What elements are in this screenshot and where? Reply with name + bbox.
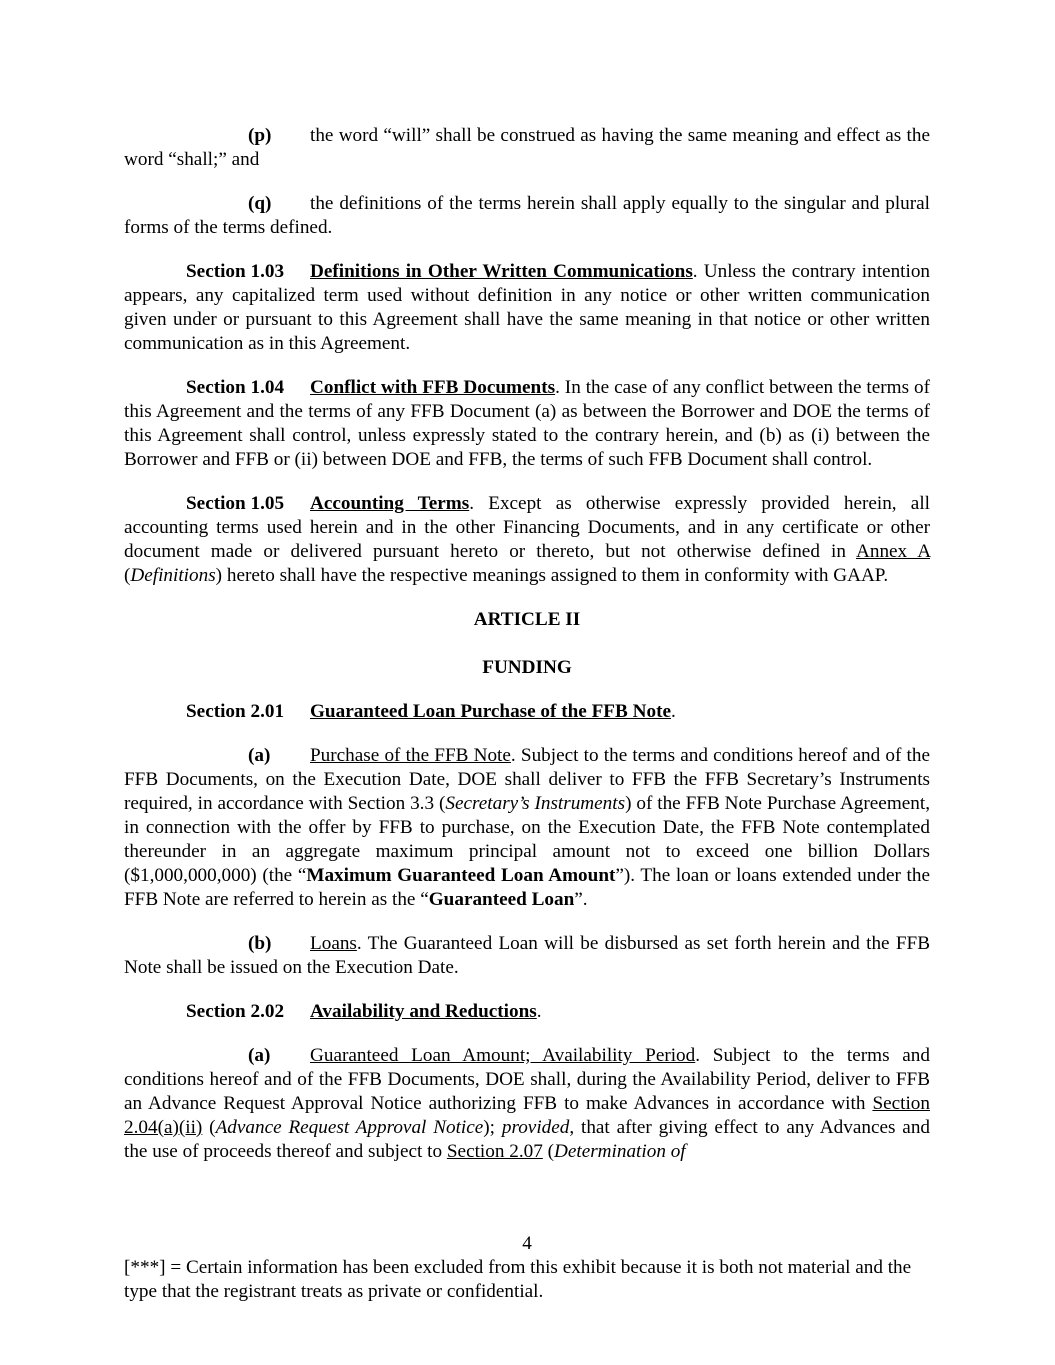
section-1-03 [124,260,930,356]
page-footer [124,1232,930,1304]
document-page [124,124,930,1184]
italic-reference: Advance Request Approval Notice [215,1117,484,1138]
section-number: Section 1.04 [186,377,285,398]
article-number: ARTICLE II [473,609,581,630]
section-text: ( [124,565,131,586]
clause-label: (b) [248,933,272,954]
clause-text: . Subject to the terms and conditions hereof and of the FFB Documents, DOE shall, during the Availability Period, deliver to FFB an Advance Request Approval Notice authorizing FFB to make Advances in accordance with [124,1045,930,1114]
section-2-02 [124,1000,930,1024]
section-title: Definitions in Other Written Communications [310,261,693,282]
section-title-end: . [536,1001,542,1022]
clause-text: ); [483,1117,502,1138]
clause-text: ) of the FFB Note Purchase Agreement, in connection with the offer by FFB to purchase, on the Execution Date, the FFB Note contemplated thereunder in an aggregate maximum principal amount not to exceed one billion Dollars ($1,000,000,000) (the “ [124,793,930,886]
italic-reference: Determination of [554,1141,686,1162]
clause-label: (a) [248,1045,271,1066]
section-text: . Unless the contrary intention appears, any capitalized term used without definition in any notice or other written communication given under or pursuant to this Agreement shall have the same meaning in that notice or other written communication as in this Agreement. [124,261,931,354]
annex-reference: Annex A [856,541,930,562]
section-reference: Section 2.07 [446,1141,543,1162]
page-number: 4 [522,1233,532,1254]
section-title: Availability and Reductions [310,1001,537,1022]
clause-heading: Guaranteed Loan Amount; Availability Period [310,1045,696,1066]
clause-2-02-a [124,1044,930,1164]
clause-text: ( [542,1141,554,1162]
clause-text: ( [202,1117,216,1138]
clause-heading: Purchase of the FFB Note [310,745,511,766]
clause-text: the definitions of the terms herein shall apply equally to the singular and plural forms of the terms defined. [124,193,930,238]
italic-term: provided [501,1117,570,1138]
clause-2-01-a [124,744,930,912]
clause-heading: Loans [310,933,357,954]
section-number: Section 2.01 [186,701,285,722]
italic-reference: Secretary’s Instruments [445,793,626,814]
clause-2-01-b [124,932,930,980]
clause-p [124,124,930,172]
clause-label: (a) [248,745,271,766]
section-text: . Except as otherwise expressly provided herein, all accounting terms used herein and in the other Financing Documents, and in any certificate or other document made or delivered pursuant hereto or thereto, but not otherwise defined in [124,493,930,562]
section-text: . In the case of any conflict between the terms of this Agreement and the terms of any FFB Document (a) as between the Borrower and DOE the terms of this Agreement shall control, unless expressly stated to the contrary herein, and (b) as (i) between the Borrower and FFB or (ii) between DOE and FFB, the terms of such FFB Document shall control. [124,377,930,470]
section-number: Section 2.02 [186,1001,285,1022]
section-title-end: . [670,701,676,722]
section-number: Section 1.05 [186,493,285,514]
definitions-reference: Definitions [130,565,216,586]
clause-text: the word “will” shall be construed as having the same meaning and effect as the word “shall;” and [124,125,930,170]
clause-text: . Subject to the terms and conditions hereof and of the FFB Documents, on the Execution Date, DOE shall deliver to FFB the FFB Secretary’s Instruments required, in accordance with Section 3.3 ( [124,745,930,814]
clause-label: (q) [248,193,272,214]
defined-term: Guaranteed Loan [428,889,575,910]
section-text: ) hereto shall have the respective meanings assigned to them in conformity with GAAP. [215,565,889,586]
section-reference: Section 2.04(a)(ii) [124,1093,930,1138]
clause-text: , that after giving effect to any Advances and the use of proceeds thereof and subject to [124,1117,931,1162]
section-1-04 [124,376,930,472]
section-1-05 [124,492,930,588]
defined-term: Maximum Guaranteed Loan Amount [306,865,616,886]
article-title: FUNDING [482,657,572,678]
redaction-note: [***] = Certain information has been excluded from this exhibit because it is both not material and the type that the registrant treats as private or confidential. [124,1257,912,1302]
clause-text: ”). The loan or loans extended under the FFB Note are referred to herein as the “ [124,865,930,910]
clause-q [124,192,930,240]
clause-text: ”. [574,889,588,910]
section-title: Conflict with FFB Documents [310,377,556,398]
section-title: Guaranteed Loan Purchase of the FFB Note [310,701,671,722]
clause-text: . The Guaranteed Loan will be disbursed as set forth herein and the FFB Note shall be issued on the Execution Date. [124,933,930,978]
clause-label: (p) [248,125,272,146]
section-2-01 [124,700,930,724]
section-number: Section 1.03 [186,261,285,282]
section-title: Accounting Terms [310,493,470,514]
